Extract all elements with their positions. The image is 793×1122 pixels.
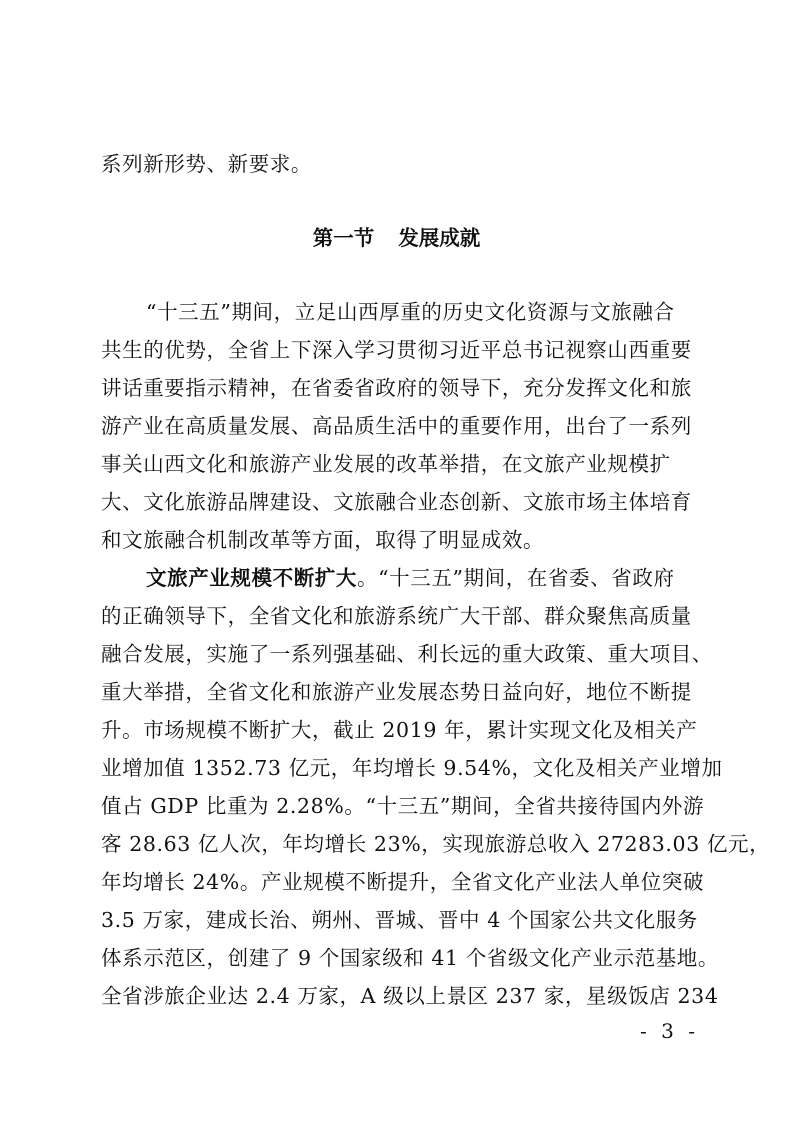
paragraph-line: 业增加值 1352.73 亿元，年均增长 9.54%，文化及相关产业增加 — [101, 756, 723, 780]
section-heading — [0, 224, 793, 252]
page-number: - 3 - — [640, 1019, 699, 1043]
paragraph-line: 融合发展，实施了一系列强基础、利长远的重大政策、重大项目、 — [101, 642, 713, 666]
paragraph-line: 全省涉旅企业达 2.4 万家，A 级以上景区 237 家，星级饭店 234 — [101, 984, 719, 1008]
paragraph-line: 值占 GDP 比重为 2.28%。“十三五”期间，全省共接待国内外游 — [101, 794, 705, 818]
paragraph-line: 和文旅融合机制改革等方面，取得了明显成效。 — [101, 528, 545, 552]
paragraph-line: 重大举措，全省文化和旅游产业发展态势日益向好，地位不断提 — [101, 680, 692, 704]
paragraph-line: 事关山西文化和旅游产业发展的改革举措，在文旅产业规模扩 — [101, 452, 671, 476]
paragraph-line: 的正确领导下，全省文化和旅游系统广大干部、群众聚焦高质量 — [101, 604, 692, 628]
paragraph-line-text: 。“十三五”期间，在省委、省政府 — [357, 566, 675, 590]
paragraph-line: 共生的优势，全省上下深入学习贯彻习近平总书记视察山西重要 — [101, 338, 692, 362]
section-heading-title: 发展成就 — [398, 226, 481, 250]
paragraph-line: 3.5 万家，建成长治、朔州、晋城、晋中 4 个国家公共文化服务 — [101, 908, 698, 932]
section-heading-number: 第一节 — [312, 226, 375, 250]
paragraph-line: “十三五”期间，立足山西厚重的历史文化资源与文旅融合 — [146, 300, 675, 324]
paragraph-line: 大、文化旅游品牌建设、文旅融合业态创新、文旅市场主体培育 — [101, 490, 692, 514]
paragraph-line — [146, 564, 675, 592]
paragraph-line: 客 28.63 亿人次，年均增长 23%，实现旅游总收入 27283.03 亿元， — [101, 832, 771, 856]
paragraph-line: 年均增长 24%。产业规模不断提升，全省文化产业法人单位突破 — [101, 870, 705, 894]
paragraph-line: 体系示范区，创建了 9 个国家级和 41 个省级文化产业示范基地。 — [101, 946, 719, 970]
paragraph-lead-title: 文旅产业规模不断扩大 — [146, 566, 357, 590]
paragraph-line: 升。市场规模不断扩大，截止 2019 年，累计实现文化及相关产 — [101, 718, 698, 742]
paragraph-line: 游产业在高质量发展、高品质生活中的重要作用，出台了一系列 — [101, 414, 692, 438]
continuation-line: 系列新形势、新要求。 — [101, 152, 312, 176]
paragraph-line: 讲话重要指示精神，在省委省政府的领导下，充分发挥文化和旅 — [101, 376, 692, 400]
